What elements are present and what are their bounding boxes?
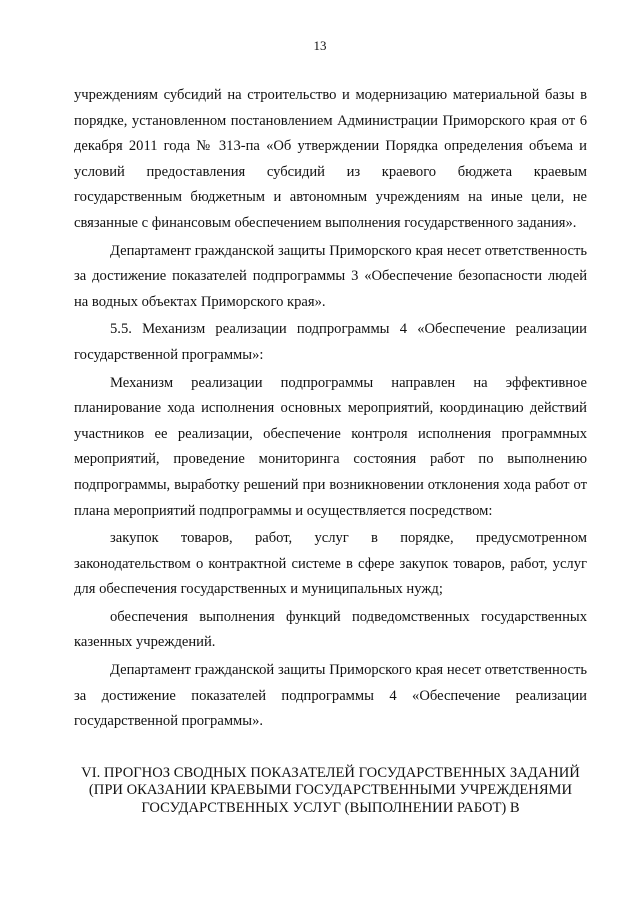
paragraph-procurement: закупок товаров, работ, услуг в порядке, предусмотренном законодательством о контрактной системе в сфере закупок товаров, работ, услуг для обеспечения государственных и муниципальных нужд; [74, 530, 587, 598]
paragraph-mechanism-subprogram-4-title: 5.5. Механизм реализации подпрограммы 4 «Обеспечение реализации государственной программы»: [74, 321, 587, 363]
paragraph-responsibility-subprogram-3: Департамент гражданской защиты Приморского края несет ответственность за достижение показателей подпрограммы 3 «Обеспечение безопасности людей на водных объектах Приморского края». [74, 242, 587, 310]
paragraph-subordinate-institutions: обеспечения выполнения функций подведомственных государственных казенных учреждений. [74, 608, 587, 651]
document-body [74, 83, 587, 818]
section-heading: VI. ПРОГНОЗ СВОДНЫХ ПОКАЗАТЕЛЕЙ ГОСУДАРСТВЕННЫХ ЗАДАНИЙ (ПРИ ОКАЗАНИИ КРАЕВЫМИ ГОСУДАРСТВЕННЫМИ УЧРЕЖДЕНЯМИ ГОСУДАРСТВЕННЫХ УСЛУГ (ВЫПОЛНЕНИИ РАБОТ) В [81, 764, 580, 817]
paragraph-subsidies-continuation: учреждениям субсидий на строительство и модернизацию материальной базы в порядке, установленном постановлением Администрации Приморского края от 6 декабря 2011 года № 313-па «Об утверждении Порядка определения объема и условий предоставления субсидий из краевого бюджета краевым государственным бюджетным и автономным учреждениям на иные цели, не связанные с финансовым обеспечением выполнения государственного задания». [74, 87, 587, 231]
paragraph-mechanism-description: Механизм реализации подпрограммы направлен на эффективное планирование хода исполнения основных мероприятий, координацию действий участников ее реализации, обеспечение контроля исполнения программных мероприятий, проведение мониторинга состояния работ по выполнению подпрограммы, выработку решений при возникновении отклонения хода работ от плана мероприятий подпрограммы и осуществляется посредством: [74, 374, 587, 519]
page-number: 13 [313, 38, 327, 53]
paragraph-responsibility-subprogram-4: Департамент гражданской защиты Приморского края несет ответственность за достижение показателей подпрограммы 4 «Обеспечение реализации государственной программы». [74, 662, 587, 730]
